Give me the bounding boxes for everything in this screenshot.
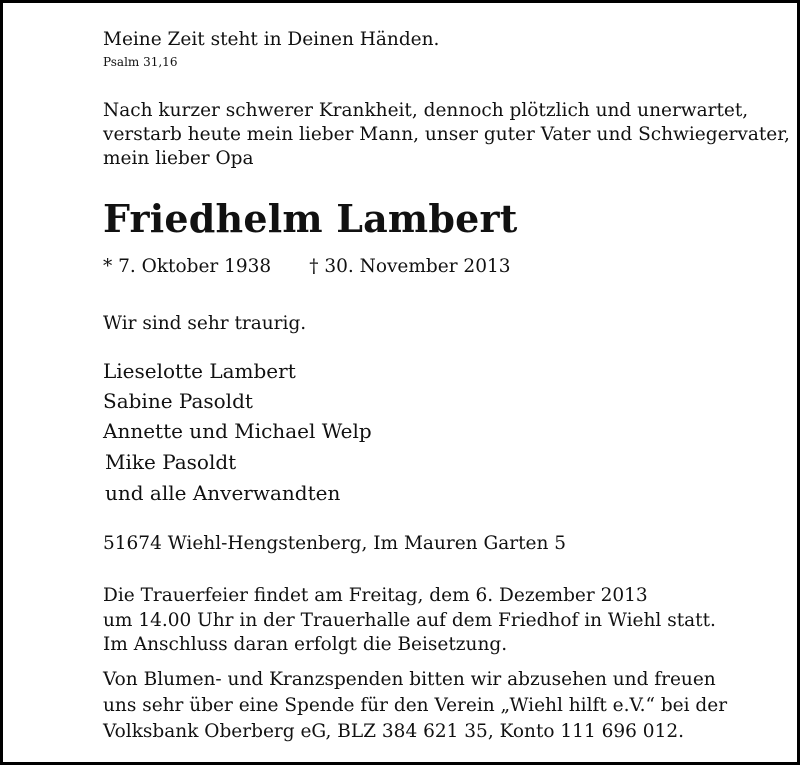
address-text: 51674 Wiehl-Hengstenberg, Im Mauren Garten 5 (103, 533, 567, 554)
ceremony-line-1: Die Trauerfeier findet am Freitag, dem 6. Dezember 2013 (103, 585, 648, 606)
mourner-2: Sabine Pasoldt (103, 389, 253, 413)
intro-line-1: Nach kurzer schwerer Krankheit, dennoch plötzlich und unerwartet, (103, 100, 749, 121)
donation-line-3: Volksbank Oberberg eG, BLZ 384 621 35, Konto 111 696 012. (103, 721, 684, 742)
mourner-5: und alle Anverwandten (105, 481, 341, 505)
intro-line-3: mein lieber Opa (103, 148, 254, 169)
donation-line-1: Von Blumen- und Kranzspenden bitten wir abzusehen und freuen (103, 669, 716, 690)
death-date: † 30. November 2013 (309, 256, 511, 277)
motto-text: Meine Zeit steht in Deinen Händen. (103, 29, 440, 50)
deceased-name: Friedhelm Lambert (103, 196, 518, 241)
sentiment-text: Wir sind sehr traurig. (103, 313, 307, 334)
mourner-3: Annette und Michael Welp (103, 419, 372, 443)
mourner-4: Mike Pasoldt (105, 450, 237, 474)
birth-date: * 7. Oktober 1938 (103, 256, 272, 277)
motto-source: Psalm 31,16 (103, 55, 178, 69)
ceremony-line-2: um 14.00 Uhr in der Trauerhalle auf dem Friedhof in Wiehl statt. (103, 610, 716, 631)
intro-line-2: verstarb heute mein lieber Mann, unser guter Vater und Schwiegervater, (103, 124, 790, 145)
mourner-1: Lieselotte Lambert (103, 359, 296, 383)
life-dates (103, 256, 511, 278)
donation-line-2: uns sehr über eine Spende für den Verein „Wiehl hilft e.V.“ bei der (103, 695, 728, 716)
ceremony-line-3: Im Anschluss daran erfolgt die Beisetzung. (103, 634, 508, 655)
